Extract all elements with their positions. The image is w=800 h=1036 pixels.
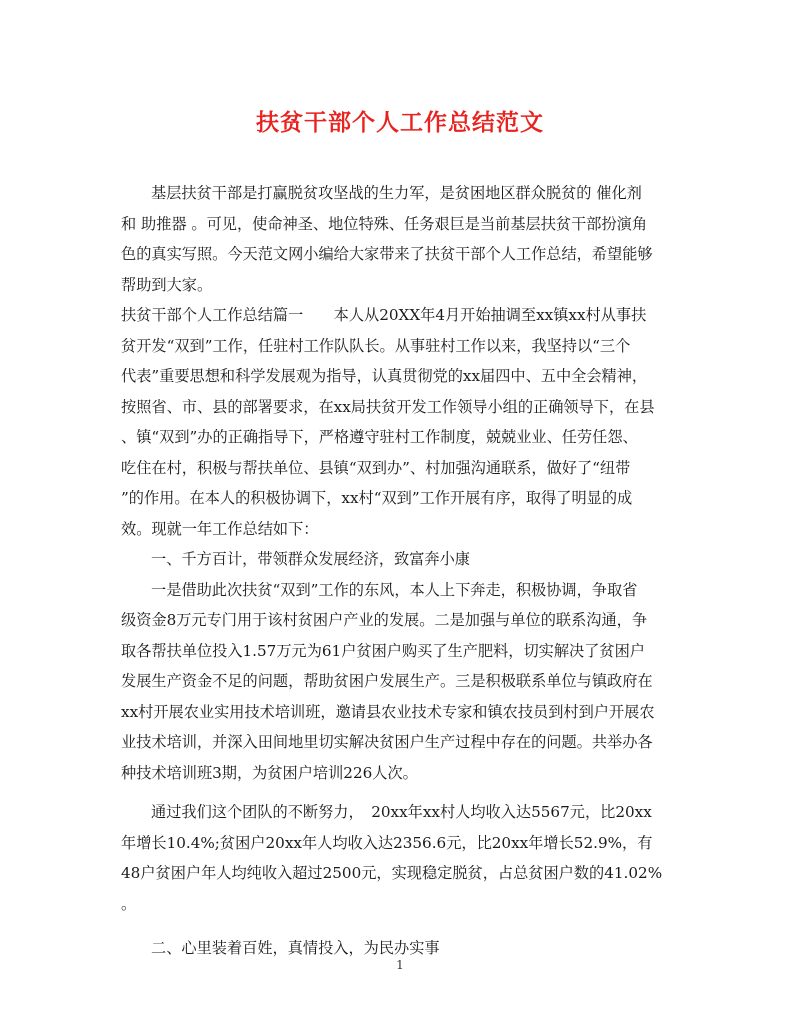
paragraph-line: 代表”重要思想和科学发展观为指导，认真贯彻党的xx届四中、五中全会精神， [121,367,648,385]
paragraph-line: 年增长10.4%;贫困户20xx年人均收入达2356.6元，比20xx年增长52.9%，有 [121,833,653,852]
paragraph-line: xx村开展农业实用技术培训班，邀请县农业技术专家和镇农技员到村到户开展农 [121,702,655,721]
subheading-line: 一、千方百计，带领群众发展经济，致富奔小康 [151,550,470,568]
paragraph-line: 基层扶贫干部是打赢脱贫攻坚战的生力军，是贫困地区群众脱贫的 催化剂 [151,184,642,202]
paragraph-line: 通过我们这个团队的不断努力， 20xx年xx村人均收入达5567元，比20xx [151,803,652,821]
paragraph-line: 贫开发“双到”工作，任驻村工作队队长。从事驻村工作以来，我坚持以“三个 [121,336,631,355]
paragraph-line: 48户贫困户年人均纯收入超过2500元，实现稳定脱贫，占总贫困户数的41.02% [121,864,663,882]
document-body [121,178,676,964]
paragraph-line: 和 助推器 。可见，使命神圣、地位特殊、任务艰巨是当前基层扶贫干部扮演角 [121,214,648,233]
paragraph-line: 业技术培训，并深入田间地里切实解决贫困户生产过程中存在的问题。共举办各 [121,733,653,751]
paragraph-line: 按照省、市、县的部署要求，在xx局扶贫开发工作领导小组的正确领导下，在县 [121,397,655,416]
paragraph-line: 。 [121,894,137,913]
paragraph-line: 色的真实写照。今天范文网小编给大家带来了扶贫干部个人工作总结，希望能够 [121,245,653,263]
paragraph-line: 种技术培训班3期，为贫困户培训226人次。 [121,763,418,782]
paragraph-line: 级资金8万元专门用于该村贫困户产业的发展。二是加强与单位的联系沟通，争 [121,611,648,629]
paragraph-line: 取各帮扶单位投入1.57万元为61户贫困户购买了生产肥料，切实解决了贫困户 [121,641,645,660]
paragraph-line: 一是借助此次扶贫“双到”工作的东风，本人上下奔走，积极协调，争取省 [151,580,638,599]
paragraph-line: 帮助到大家。 [121,275,213,294]
paragraph-line: ”的作用。在本人的积极协调下，xx村“双到”工作开展有序，取得了明显的成 [121,489,633,507]
paragraph-line: 、镇“双到”办的正确指导下，严格遵守驻村工作制度，兢兢业业、任劳任怨、 [121,428,638,446]
paragraph-line: 吃住在村，积极与帮扶单位、县镇“双到办”、村加强沟通联系，做好了“纽带 [121,458,631,477]
document-title: 扶贫干部个人工作总结范文 [256,109,544,136]
section-heading-line: 扶贫干部个人工作总结篇一 本人从20XX年4月开始抽调至xx镇xx村从事扶 [121,306,647,324]
paragraph-line: 发展生产资金不足的问题，帮助贫困户发展生产。三是积极联系单位与镇政府在 [121,672,653,690]
subheading-line: 二、心里装着百姓，真情投入，为民办实事 [151,939,440,957]
paragraph-line: 效。现就一年工作总结如下： [121,519,319,538]
page-number: 1 [396,958,404,972]
